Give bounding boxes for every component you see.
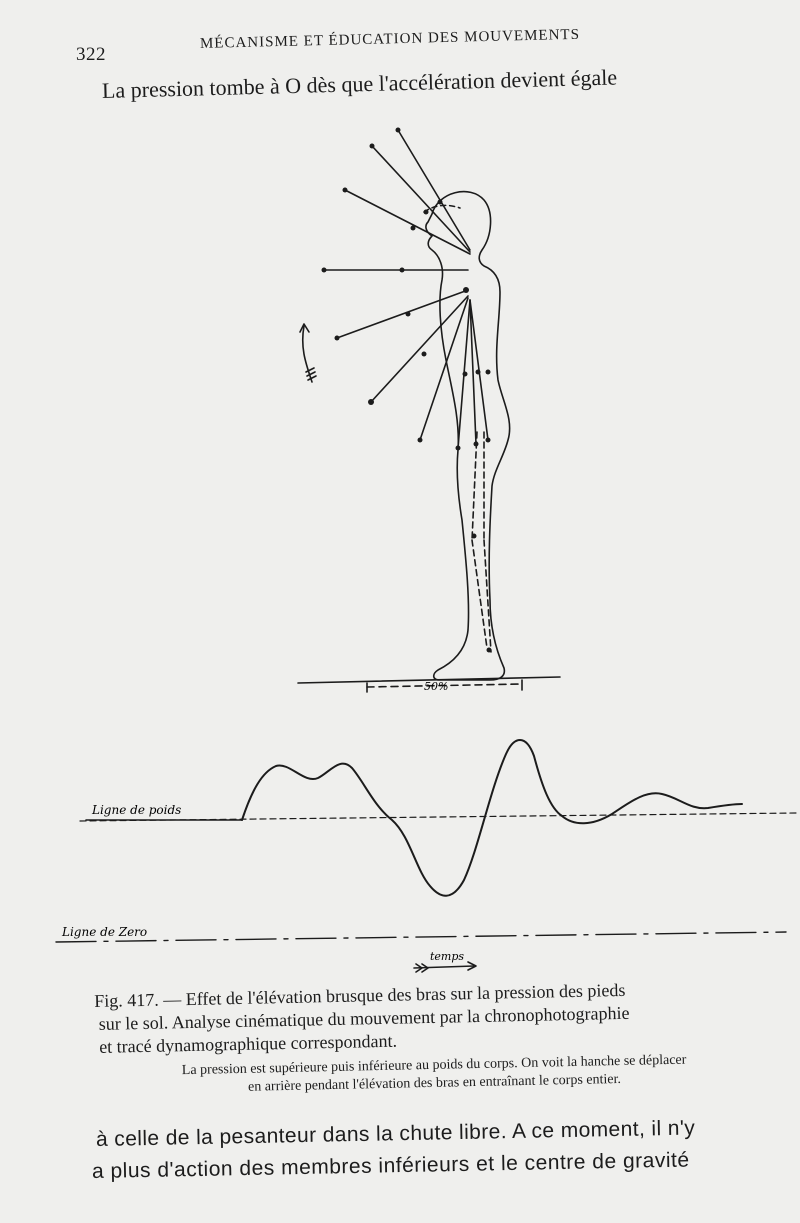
figure-417 [0,110,800,990]
body-text-bottom-line-2: a plus d'action des membres inférieurs et le centre de gravité [91,1148,690,1183]
figure-note [94,1050,775,1100]
scale-label: 50% [424,680,449,693]
pressure-trace [242,740,742,896]
note-line-1: La pression est supérieure puis inférieure au poids du corps. On voit la hanche se déplacer [181,1052,687,1079]
page-number: 322 [76,44,106,65]
caption-line-2: sur le sol. Analyse cinématique du mouvement par la chronophotographie [98,1002,630,1034]
note-line-2: en arrière pendant l'élévation des bras en entraînant le corps entier. [247,1071,622,1095]
figure-caption [94,976,775,1059]
figure-drawing [0,110,800,990]
time-arrow-icon [414,962,476,972]
zero-line-label: Ligne de Zero [62,925,148,939]
arrow-up-icon [300,324,316,382]
body-text-bottom-line-1: à celle de la pesanteur dans la chute libre. A ce moment, il n'y [95,1116,696,1151]
running-title: MÉCANISME ET ÉDUCATION DES MOUVEMENTS [199,26,581,52]
joint-markers [322,128,492,653]
caption-line-3: et tracé dynamographique correspondant. [98,1030,398,1057]
zero-line [56,932,786,942]
leg-trajectories [472,432,491,652]
time-label: temps [430,950,465,963]
body-silhouette [426,192,510,680]
weight-line-label: Ligne de poids [92,803,182,817]
body-text-top-line: La pression tombe à O dès que l'accélération devient égale [101,64,618,103]
caption-line-1: Fig. 417. — Effet de l'élévation brusque des bras sur la pression des pieds [94,979,626,1011]
